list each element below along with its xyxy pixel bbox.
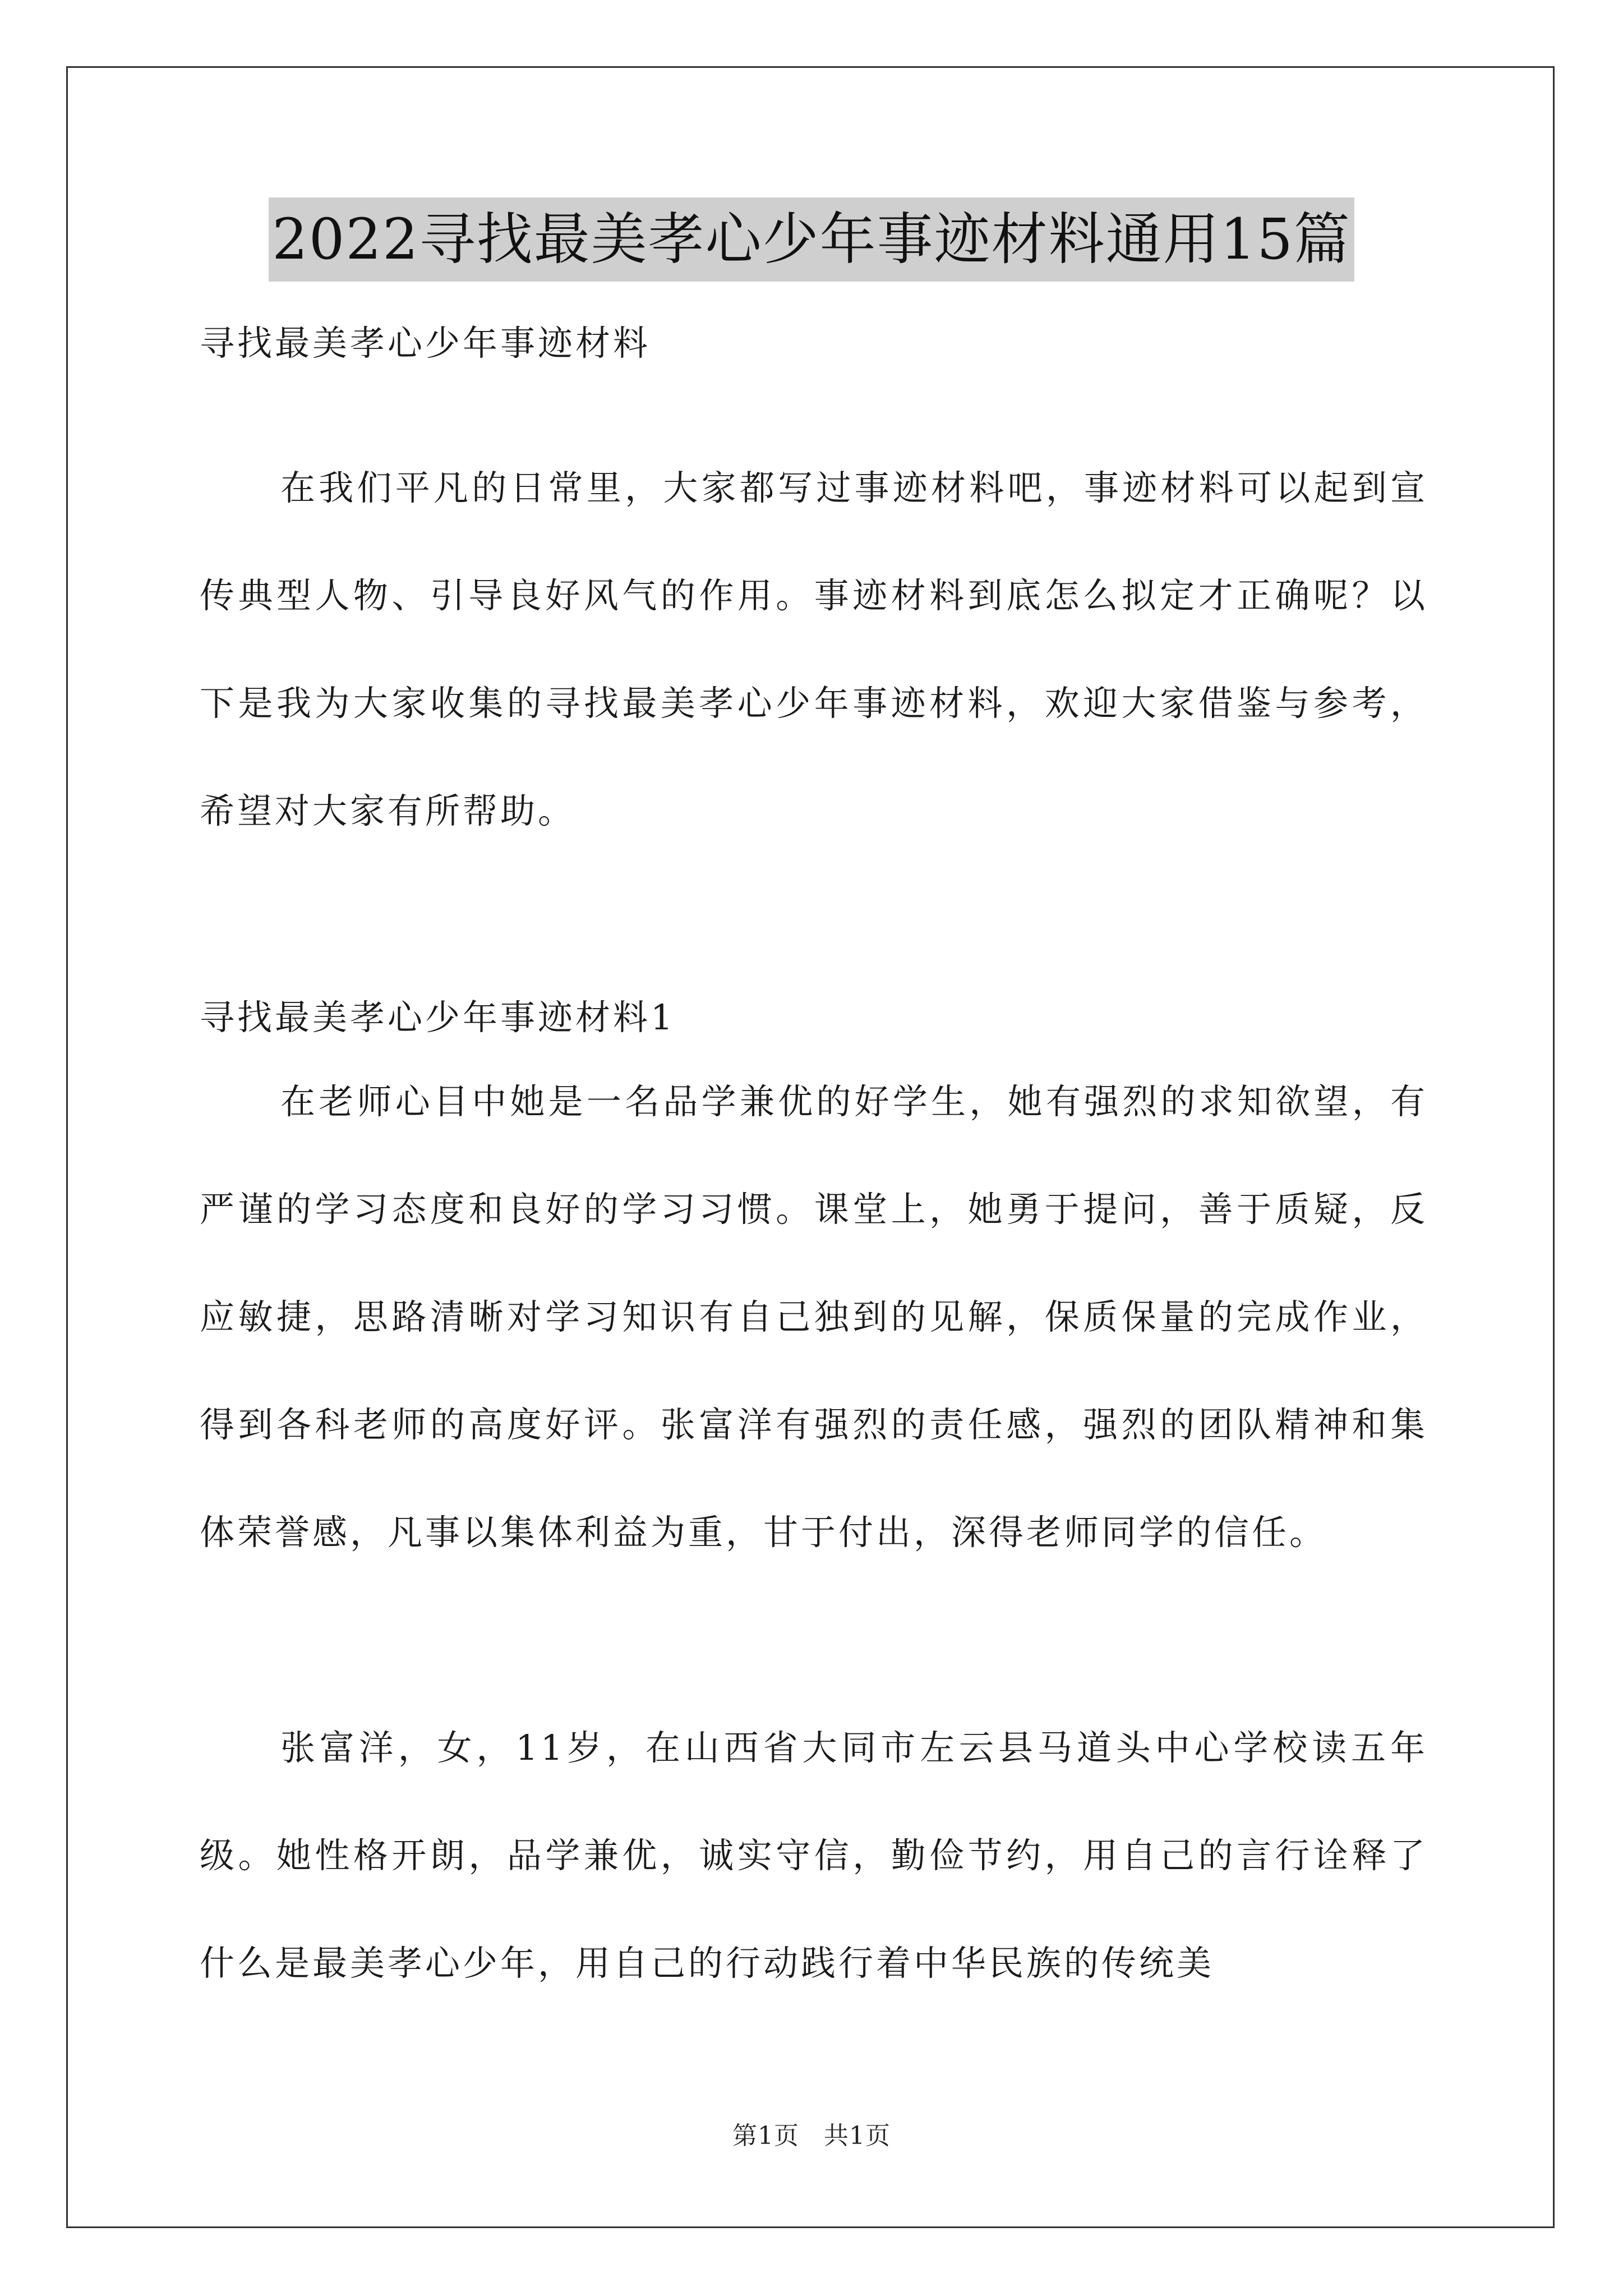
- section-1-body-1: [200, 1048, 1428, 1586]
- intro-section: [200, 315, 1428, 371]
- document-title: 2022寻找最美孝心少年事迹材料通用15篇: [269, 197, 1354, 282]
- title-container: [0, 197, 1623, 282]
- page-number: 第1页: [732, 2122, 799, 2150]
- page-total: 共1页: [824, 2122, 891, 2150]
- section-1-body-2: [200, 1694, 1428, 2017]
- section-1-heading: 寻找最美孝心少年事迹材料1: [200, 997, 676, 1038]
- intro-heading: 寻找最美孝心少年事迹材料: [200, 323, 651, 364]
- intro-paragraph: 在我们平凡的日常里，大家都写过事迹材料吧，事迹材料可以起到宣传典型人物、引导良好风气的作用。事迹材料到底怎么拟定才正确呢？以下是我为大家收集的寻找最美孝心少年事迹材料，欢迎大家借鉴与参考，希望对大家有所帮助。: [200, 467, 1428, 831]
- section-1: [200, 990, 1428, 1046]
- intro-body: [200, 434, 1428, 865]
- section-1-paragraph-2: 张富洋，女，11岁，在山西省大同市左云县马道头中心学校读五年级。她性格开朗，品学兼优，诚实守信，勤俭节约，用自己的言行诠释了什么是最美孝心少年，用自己的行动践行着中华民族的传统美: [200, 1727, 1428, 1984]
- section-1-paragraph-1: 在老师心目中她是一名品学兼优的好学生，她有强烈的求知欲望，有严谨的学习态度和良好的学习习惯。课堂上，她勇于提问，善于质疑，反应敏捷，思路清晰对学习知识有自己独到的见解，保质保量的完成作业，得到各科老师的高度好评。张富洋有强烈的责任感，强烈的团队精神和集体荣誉感，凡事以集体利益为重，甘于付出，深得老师同学的信任。: [200, 1081, 1428, 1553]
- page-footer: [0, 2119, 1623, 2153]
